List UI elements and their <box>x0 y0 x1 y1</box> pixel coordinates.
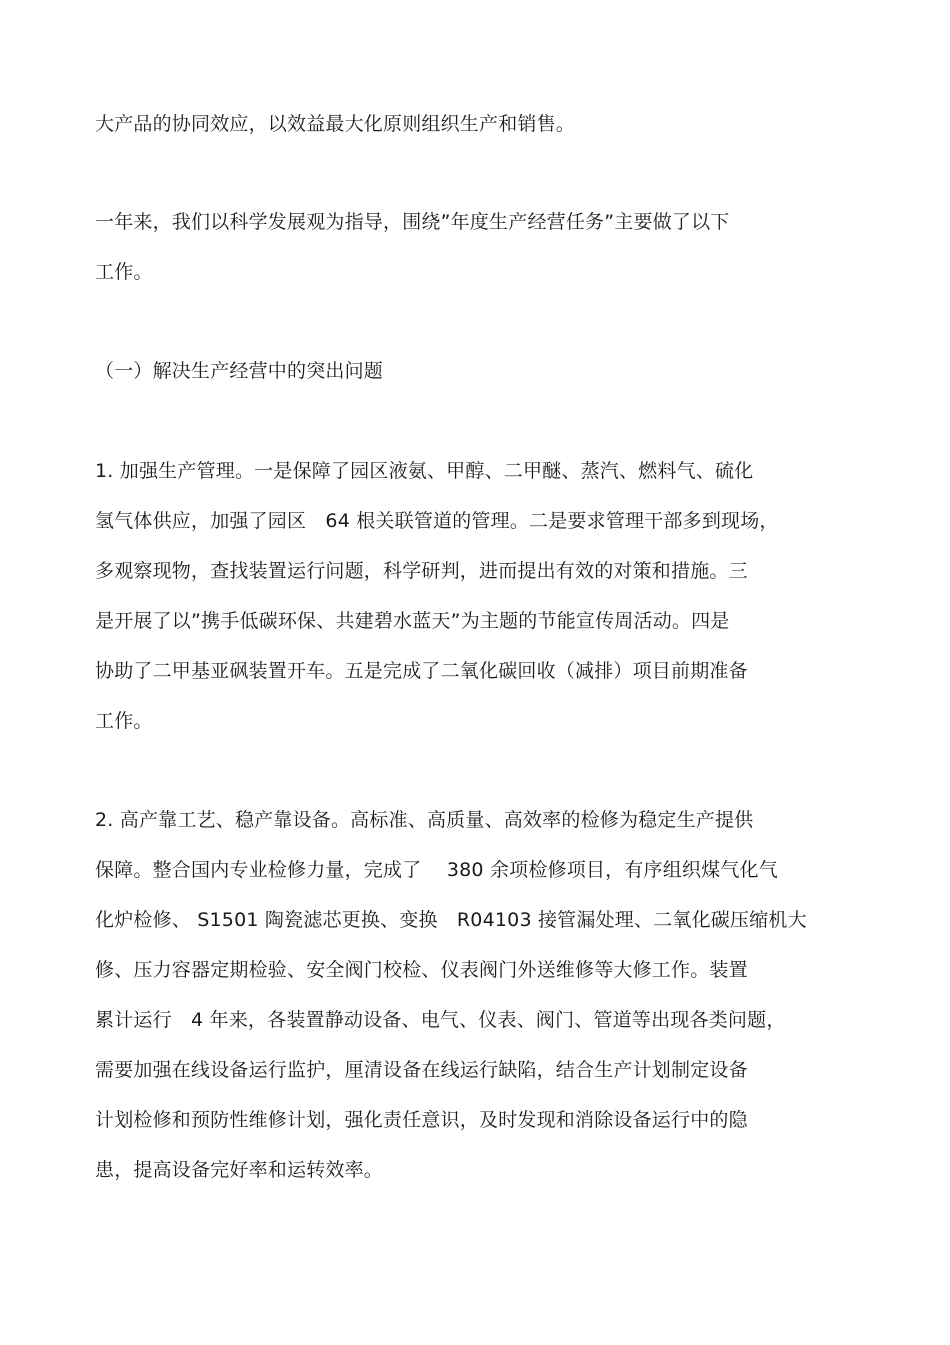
section-heading: （一）解决生产经营中的突出问题 <box>95 360 384 382</box>
text-line: 是开展了以”携手低碳环保、共建碧水蓝天”为主题的节能宣传周活动。四是 <box>95 610 730 632</box>
text-line: 一年来，我们以科学发展观为指导，围绕”年度生产经营任务”主要做了以下 <box>95 211 730 233</box>
text-line: 患，提高设备完好率和运转效率。 <box>95 1159 384 1181</box>
text-line: 2. 高产靠工艺、稳产靠设备。高标准、高质量、高效率的检修为稳定生产提供 <box>95 809 754 831</box>
text-line: 工作。 <box>95 710 153 732</box>
text-line: 氢气体供应，加强了园区 64 根关联管道的管理。二是要求管理干部多到现场， <box>95 510 779 532</box>
text-line: 保障。整合国内专业检修力量，完成了 380 余项检修项目，有序组织煤气化气 <box>95 859 778 881</box>
text-line: 1. 加强生产管理。一是保障了园区液氨、甲醇、二甲醚、蒸汽、燃料气、硫化 <box>95 460 754 482</box>
text-line: 大产品的协同效应，以效益最大化原则组织生产和销售。 <box>95 113 576 135</box>
text-line: 计划检修和预防性维修计划，强化责任意识，及时发现和消除设备运行中的隐 <box>95 1109 748 1131</box>
text-line: 累计运行 4 年来，各装置静动设备、电气、仪表、阀门、管道等出现各类问题， <box>95 1009 786 1031</box>
text-line: 工作。 <box>95 261 153 283</box>
text-line: 多观察现物，查找装置运行问题，科学研判，进而提出有效的对策和措施。三 <box>95 560 748 582</box>
text-line: 修、压力容器定期检验、安全阀门校检、仪表阀门外送维修等大修工作。装置 <box>95 959 748 981</box>
text-line: 化炉检修、 S1501 陶瓷滤芯更换、变换 R04103 接管漏处理、二氧化碳压缩机大 <box>95 909 807 931</box>
text-line: 需要加强在线设备运行监护，厘清设备在线运行缺陷，结合生产计划制定设备 <box>95 1059 748 1081</box>
text-line: 协助了二甲基亚砜装置开车。五是完成了二氧化碳回收（减排）项目前期准备 <box>95 660 748 682</box>
